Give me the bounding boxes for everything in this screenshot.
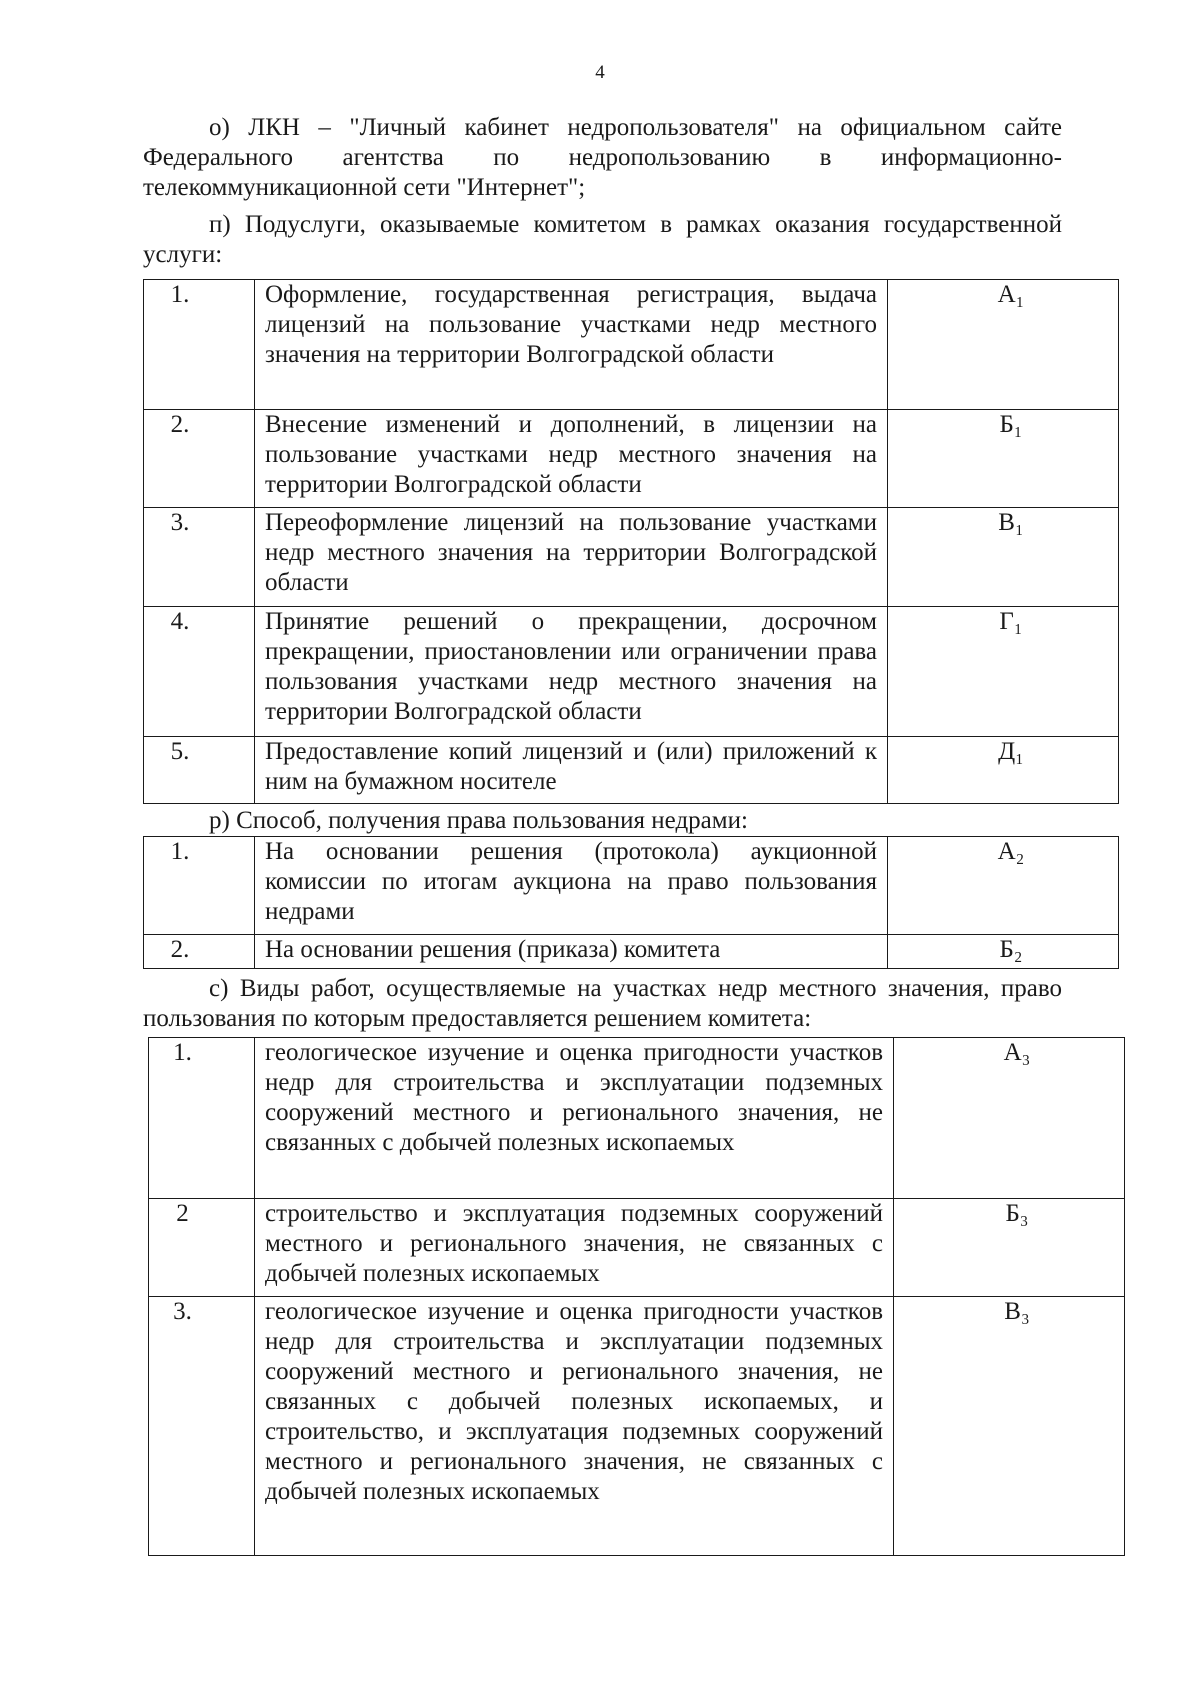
- row-number: 2.: [144, 410, 255, 508]
- row-text: геологическое изучение и оценка пригодности участков недр для строительства и эксплуатации подземных сооружений местного и регионального значения, не связанных с добычей полезных ископаемых, и строительство, и эксплуатация подземных сооружений местного и регионального значения, не связанных с добычей полезных ископаемых: [255, 1297, 894, 1556]
- table-row: [144, 607, 1119, 737]
- table-row: [144, 280, 1119, 410]
- row-code: Б₂: [888, 935, 1119, 969]
- table-row: [144, 935, 1119, 969]
- row-text: Предоставление копий лицензий и (или) приложений к ним на бумажном носителе: [255, 737, 888, 804]
- paragraph-s: [143, 974, 1062, 1034]
- row-number: 3.: [149, 1297, 255, 1556]
- table-row: [149, 1199, 1125, 1297]
- paragraph-o-text: о) ЛКН – "Личный кабинет недропользователя" на официальном сайте Федерального агентства по недропользованию в информационно-телекоммуникационной сети "Интернет";: [143, 114, 1062, 201]
- row-number: 1.: [149, 1038, 255, 1199]
- table-row: [144, 737, 1119, 804]
- table-subservices: [143, 279, 1119, 804]
- table-row: [144, 508, 1119, 607]
- row-text: Принятие решений о прекращении, досрочном прекращении, приостановлении или ограничении права пользования участками недр местного значения на территории Волгоградской области: [255, 607, 888, 737]
- row-text: На основании решения (протокола) аукционной комиссии по итогам аукциона на право пользования недрами: [255, 837, 888, 935]
- row-number: 5.: [144, 737, 255, 804]
- paragraph-p: [143, 210, 1062, 270]
- row-code: А₃: [894, 1038, 1125, 1199]
- row-code: Б₃: [894, 1199, 1125, 1297]
- row-text: Внесение изменений и дополнений, в лицензии на пользование участками недр местного значения на территории Волгоградской области: [255, 410, 888, 508]
- paragraph-p-text: п) Подуслуги, оказываемые комитетом в рамках оказания государственной услуги:: [143, 211, 1062, 268]
- row-number: 1.: [144, 837, 255, 935]
- table-row: [144, 837, 1119, 935]
- row-code: Б₁: [888, 410, 1119, 508]
- paragraph-s-text: с) Виды работ, осуществляемые на участках недр местного значения, право пользования по которым предоставляется решением комитета:: [143, 975, 1062, 1032]
- row-number: 1.: [144, 280, 255, 410]
- row-number: 3.: [144, 508, 255, 607]
- row-number: 2: [149, 1199, 255, 1297]
- row-number: 4.: [144, 607, 255, 737]
- row-text: Переоформление лицензий на пользование участками недр местного значения на территории Волгоградской области: [255, 508, 888, 607]
- table-row: [149, 1297, 1125, 1556]
- table-acquisition-method: [143, 836, 1119, 969]
- row-code: В₃: [894, 1297, 1125, 1556]
- row-code: В₁: [888, 508, 1119, 607]
- row-text: строительство и эксплуатация подземных сооружений местного и регионального значения, не связанных с добычей полезных ископаемых: [255, 1199, 894, 1297]
- row-number: 2.: [144, 935, 255, 969]
- page-number: 4: [595, 62, 605, 83]
- row-code: Г₁: [888, 607, 1119, 737]
- table-row: [149, 1038, 1125, 1199]
- table-work-types: [148, 1037, 1125, 1556]
- row-text: Оформление, государственная регистрация, выдача лицензий на пользование участками недр местного значения на территории Волгоградской области: [255, 280, 888, 410]
- row-code: А₂: [888, 837, 1119, 935]
- row-text: геологическое изучение и оценка пригодности участков недр для строительства и эксплуатации подземных сооружений местного и регионального значения, не связанных с добычей полезных ископаемых: [255, 1038, 894, 1199]
- paragraph-o: [143, 113, 1062, 203]
- paragraph-r-text: р) Способ, получения права пользования недрами:: [209, 807, 748, 834]
- row-text: На основании решения (приказа) комитета: [255, 935, 888, 969]
- row-code: Д₁: [888, 737, 1119, 804]
- table-row: [144, 410, 1119, 508]
- row-code: А₁: [888, 280, 1119, 410]
